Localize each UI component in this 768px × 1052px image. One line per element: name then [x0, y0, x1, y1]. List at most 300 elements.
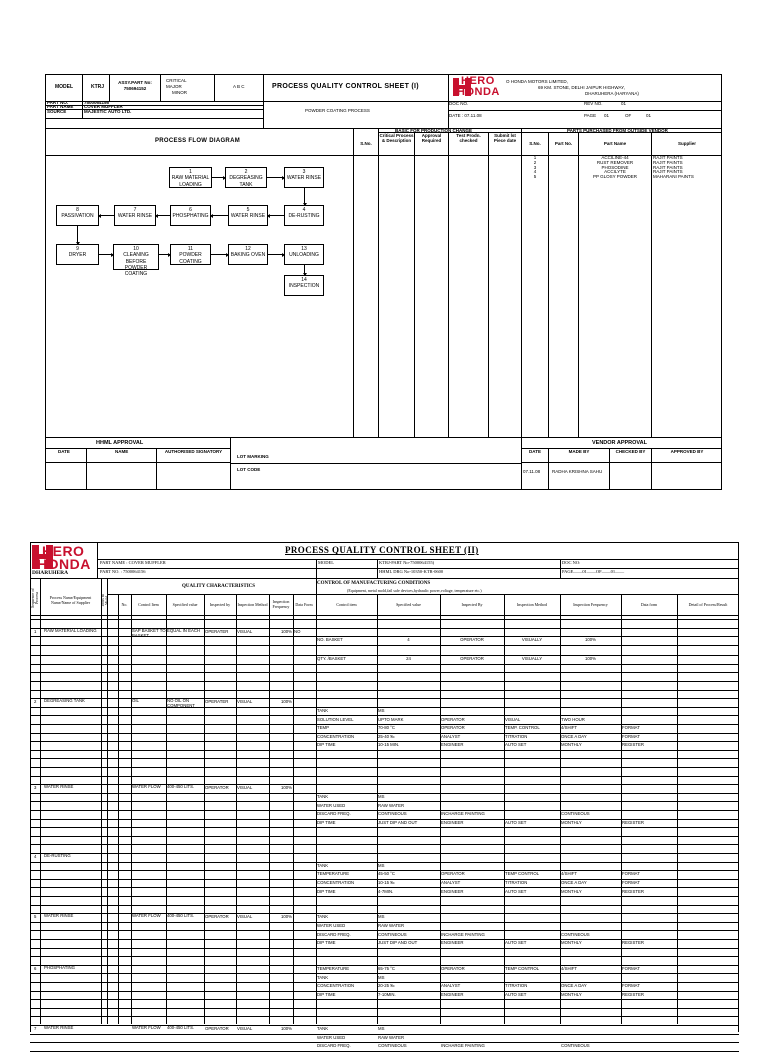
hhml-approval-title: HHML APPROVAL	[96, 440, 144, 446]
control-item: DIP TIME	[317, 940, 336, 946]
row-line	[30, 956, 739, 957]
row-line	[30, 836, 739, 837]
basic-col-sno: S.No.	[360, 141, 372, 146]
control-item: TEMPERATURE	[317, 965, 350, 971]
control-form: REGISTER	[622, 940, 644, 946]
model-value: KTRJ	[91, 84, 105, 90]
purchased-col-partname: Part Name	[603, 141, 627, 146]
control-item: CONCENTRATION	[317, 879, 355, 885]
step-name: WATER RINSE	[44, 784, 74, 790]
control-method: VISUALLY	[521, 656, 543, 662]
control-item: TANK	[317, 1026, 329, 1032]
row-line	[30, 690, 739, 691]
hhml-col-signatory: AUTHORISED SIGNATORY	[164, 449, 223, 454]
step-quality-form: NO	[294, 628, 301, 634]
purchased-row-name: PP GLOSY POWDER	[592, 174, 638, 180]
control-mfg-title: CONTROL OF MANUFACTURING CONDITIONS	[317, 581, 431, 586]
control-item: TANK	[317, 914, 329, 920]
control-by: INCHARGE PAINTING	[441, 931, 485, 937]
flow-step-2-label: DEGREASING TANK	[229, 175, 263, 188]
row-line	[30, 681, 739, 682]
flow-step-5-label: WATER RINSE	[230, 213, 266, 220]
purchased-col-supplier: Supplier	[677, 141, 696, 146]
row-line	[30, 862, 739, 863]
row-line	[30, 896, 739, 897]
class-critical: CRITICAL	[166, 78, 187, 83]
flow-step-3-label: WATER RINSE	[286, 175, 322, 182]
control-form: FORMAT	[622, 871, 640, 877]
control-freq: MONTHLY	[561, 888, 582, 894]
page-total: 01	[646, 113, 652, 118]
col-data-form-header: Data Form	[295, 602, 313, 607]
flow-step-14-num: 14	[301, 277, 307, 283]
control-freq: 4/SHIFT	[561, 965, 577, 971]
purchased-row-sno: 1	[533, 155, 537, 160]
control-spec: 7-10MIN.	[378, 991, 396, 997]
row-line	[30, 827, 739, 828]
control-freq: CONTINEOUS	[561, 1043, 590, 1049]
flow-step-4-label: DE-RUSTING	[288, 213, 320, 220]
purchased-row-supplier: RAJIT PAINTS	[653, 155, 683, 160]
purchased-row-name: RUST REMOVER	[596, 159, 634, 165]
step-quality-by: OPERATER	[205, 699, 229, 705]
step-quality-spec: 400-450 LITS.	[167, 1025, 195, 1031]
purchased-row-name: PHOSODINE	[601, 164, 629, 170]
purchased-row-supplier: RAJIT PAINTS	[653, 169, 683, 175]
basic-change-title: BASIC FOR PRODUCTION CHANGE	[395, 127, 473, 133]
control-spec: 24	[406, 656, 411, 662]
step-quality-by: OPERATER	[205, 628, 229, 634]
control-freq: MONTHLY	[561, 819, 582, 825]
step-name: WATER RINSE	[44, 913, 74, 919]
step-quality-freq: 100%	[281, 628, 292, 634]
class-minor: MINOR	[172, 90, 187, 95]
control-spec: JUST DIP AND OUT	[378, 819, 418, 825]
control-spec: MS	[378, 707, 385, 713]
company-address-3: DHARUHERA (HARYANA)	[585, 91, 639, 96]
source-value: MAJESTIC AUTO LTD.	[84, 109, 132, 114]
col-specified-header: Specified value	[172, 602, 198, 607]
control-form: FORMAT	[622, 733, 640, 739]
logo-hero-text-2: HERO	[42, 543, 85, 559]
control-item: DIP TIME	[317, 819, 336, 825]
flow-step-5-num: 5	[246, 207, 250, 213]
control-spec: 4-7MIN.	[378, 888, 394, 894]
control-by: OPERATOR	[460, 637, 484, 643]
flow-step-3-num: 3	[302, 169, 306, 175]
control-mfg-sub: (Equipment, metal mold,fail safe devices,hydraulic power,voltage, temperature etc.)	[347, 588, 482, 593]
purchased-row-sno: 4	[533, 169, 537, 175]
control-by: OPERATOR	[460, 656, 484, 662]
row-line	[30, 707, 739, 708]
control-spec: MS	[378, 974, 385, 980]
control-item: TEMPERATURE	[317, 871, 350, 877]
control-by: ANALYST	[441, 983, 461, 989]
doc-no-label: DOC NO.	[449, 101, 469, 106]
control-freq: MONTHLY	[561, 991, 582, 997]
date-label: DATE : 07.11.08	[449, 113, 482, 118]
control-by: ENGINEER	[441, 940, 464, 946]
control-item: WATER USED	[317, 802, 346, 808]
step-seq: 5	[34, 914, 37, 920]
control-method: AUTO SET	[505, 991, 527, 997]
row-line	[30, 750, 739, 751]
step-quality-method: VISUAL	[237, 785, 253, 791]
model-2: MODEL	[318, 560, 334, 565]
control-method: TITRATION	[505, 733, 528, 739]
col-inspection-freq-header: Inspection Frequency	[272, 599, 290, 609]
logo-honda-text-2: HONDA	[37, 556, 91, 572]
control-by: ENGINEER	[441, 991, 464, 997]
row-line	[30, 1016, 739, 1017]
control-freq: MONTHLY	[561, 940, 582, 946]
step-quality-spec: 400-450 LITS.	[167, 913, 195, 919]
control-freq: CONTINEOUS	[561, 931, 590, 937]
step-name: WATER RINSE	[44, 1025, 74, 1031]
sheet-1-title: PROCESS QUALITY CONTROL SHEET (I)	[272, 83, 419, 90]
col-inspection-method-header: Inspection Method	[237, 602, 268, 607]
step-name: RAW MATERIAL LOADING	[44, 627, 97, 633]
step-quality-method: VISUAL	[237, 1026, 253, 1032]
sheet-2-title: PROCESS QUALITY CONTROL SHEET (II)	[285, 545, 479, 555]
control-spec: CONTINEOUS	[378, 931, 407, 937]
control-item: CONCENTRATION	[317, 733, 355, 739]
hhml-col-name: NAME	[115, 449, 129, 454]
assy-part-value: 750694152	[123, 86, 147, 91]
hero-honda-logo-2	[31, 543, 97, 577]
step-quality-freq: 100%	[281, 1026, 292, 1032]
step-seq: 7	[34, 1026, 37, 1032]
control-spec: MS	[378, 1026, 385, 1032]
assy-part-label: ASSY.PART No:	[118, 80, 152, 85]
control-method: TEMP. CONTROL	[505, 725, 540, 731]
control-freq: ONCE A DAY	[561, 733, 587, 739]
col-control-item-header: Control Item	[138, 602, 159, 607]
col-seq-header: Sequence of Process	[30, 588, 39, 608]
step-quality-item: WATER FLOW	[132, 913, 161, 919]
purchased-row-supplier: MAHARANI PAINTS	[653, 174, 694, 180]
flow-step-8-label: PASSIVATION	[61, 213, 94, 220]
control-spec: 20-25 ‰	[378, 983, 395, 989]
vendor-col-checked: CHECKED BY	[615, 449, 646, 454]
control-item: WATER USED	[317, 922, 346, 928]
control-by: ENGINEER	[441, 888, 464, 894]
flow-step-13-label: UNLOADING	[289, 252, 319, 259]
row-line	[30, 645, 739, 646]
control-by: OPERATOR	[441, 965, 465, 971]
flow-step-12-num: 12	[245, 246, 251, 252]
page-of: OF	[625, 113, 632, 118]
doc-no-2: DOC NO:	[562, 560, 581, 565]
control-spec: UPTO MARK	[378, 716, 404, 722]
row-line	[30, 664, 739, 665]
row-line	[30, 853, 739, 854]
control-spec: 10-15 MIN.	[378, 742, 400, 748]
control-spec: 65-75 °C	[378, 965, 396, 971]
step-seq: 1	[34, 628, 37, 634]
row-line	[30, 1008, 739, 1009]
step-quality-method: VISUAL	[237, 699, 253, 705]
col-detail-header: Detail of Process/Result	[688, 602, 728, 607]
flow-step-2-num: 2	[244, 169, 248, 175]
control-item: TANK	[317, 707, 329, 713]
hhml-drg-2: HHML DRG No-10350-KTR-0600	[379, 569, 444, 574]
flow-step-14-label: INSPECTION	[288, 283, 320, 290]
purchased-row-name: ACCILYTE	[604, 169, 626, 175]
control-freq: 100%	[585, 637, 596, 643]
quality-char-title: QUALITY CHARACTERISTICS	[182, 584, 256, 589]
source-label: SOURCE	[47, 109, 67, 114]
control-by: ENGINEER	[441, 742, 464, 748]
control-item: TANK	[317, 974, 329, 980]
flow-step-9-label: DRYER	[68, 252, 87, 259]
part-name-value: COVER MUFFLER	[84, 104, 123, 109]
flow-step-6-num: 6	[189, 207, 192, 213]
control-method: AUTO SET	[505, 742, 527, 748]
control-item: DISCARD FREQ.	[317, 931, 351, 937]
control-spec: 70-80 °C	[378, 725, 396, 731]
row-line	[30, 758, 739, 759]
col-tools-header: Tools & Mold	[100, 594, 109, 608]
col-no-header: No.	[121, 602, 128, 607]
step-quality-freq: 100%	[281, 699, 292, 705]
control-method: TITRATION	[505, 879, 528, 885]
step-name: DEGREASING TANK	[44, 698, 85, 704]
part-no-label: PART NO.	[47, 100, 69, 105]
control-spec: 45-50 °C	[378, 871, 396, 877]
col-process-header: Process Name/Equipment Name/Name of Supplier	[49, 595, 92, 605]
control-freq: 4/SHIFT	[561, 871, 577, 877]
control-by: ANALYST	[441, 733, 461, 739]
step-quality-freq: 100%	[281, 785, 292, 791]
flow-step-1-label: RAW MATERIAL LOADING	[171, 175, 210, 188]
row-line	[30, 655, 739, 656]
control-by: ENGINEER	[441, 819, 464, 825]
purchased-col-partno: Part No.	[554, 141, 573, 146]
control-method: VISUALLY	[521, 637, 543, 643]
part-no-2: PART NO. : 7500064156	[100, 569, 146, 574]
step-quality-by: OPERATOR	[205, 914, 229, 920]
control-item: DIP TIME	[317, 742, 336, 748]
control-spec: RAW WATER	[378, 922, 405, 928]
step-quality-spec: 400-450 LITS.	[167, 784, 195, 790]
hhml-col-date: DATE	[58, 449, 70, 454]
basic-col-test: Test Prodn. checked	[456, 133, 481, 144]
col-inspected-by-header: Inspected by	[209, 602, 231, 607]
col-inspected-by2-header: Inspected By	[461, 602, 483, 607]
step-quality-item: WATER FLOW	[132, 1025, 161, 1031]
purchased-row-supplier: RAJIT PAINTS	[653, 164, 683, 170]
step-seq: 2	[34, 699, 37, 705]
control-method: AUTO SET	[505, 940, 527, 946]
rev-no-value: 01	[621, 101, 627, 106]
control-form: FORMAT	[622, 983, 640, 989]
vendor-made-by: RADHA KRISHNA SAHU	[552, 469, 603, 474]
control-spec: RAW WATER	[378, 802, 405, 808]
row-line	[30, 844, 739, 845]
control-freq: MONTHLY	[561, 742, 582, 748]
logo-honda-text: HONDA	[457, 86, 500, 98]
step-quality-freq: 100%	[281, 914, 292, 920]
control-form: FORMAT	[622, 965, 640, 971]
class-abc: A B C	[233, 84, 245, 89]
control-form: REGISTER	[622, 819, 644, 825]
control-spec: 4	[407, 637, 410, 643]
company-address-1: O HONDA MOTORS LIMITED,	[506, 79, 568, 84]
col-inspection-freq2-header: Inspection Frequency	[573, 602, 608, 607]
purchased-row-name: ACCILINE-44	[601, 155, 629, 160]
row-line	[30, 973, 739, 974]
control-spec: JUST DIP AND OUT	[378, 940, 418, 946]
row-line	[30, 793, 739, 794]
step-quality-spec: EQUAL IN EACH	[167, 627, 201, 633]
control-item: QTY. /BASKET	[317, 656, 346, 662]
control-method: VISUAL	[505, 716, 521, 722]
col-specified2-header: Specified value	[396, 602, 421, 607]
step-seq: 4	[34, 854, 37, 860]
model-label: MODEL	[55, 84, 74, 90]
purchased-row-sno: 2	[533, 159, 537, 165]
control-spec: MS	[378, 793, 385, 799]
basic-col-critical: Critical Process & Description	[379, 133, 414, 144]
purchased-row-sno: 5	[533, 174, 537, 180]
flow-step-11-label: POWDER COATING	[179, 252, 202, 265]
step-quality-item: WATER FLOW	[132, 784, 161, 790]
page-label: PAGE	[584, 113, 597, 118]
row-line	[30, 767, 739, 768]
lot-code: LOT CODE	[237, 467, 261, 472]
control-item: DIP TIME	[317, 991, 336, 997]
row-line	[30, 776, 739, 777]
row-line	[30, 636, 739, 637]
flow-step-7-label: WATER RINSE	[117, 213, 153, 220]
control-form: REGISTER	[622, 991, 644, 997]
vendor-col-date: DATE	[529, 449, 541, 454]
step-quality-by: OPERATOR	[205, 1026, 229, 1032]
part-name-2: PART NAME : COVER MUFFLER	[100, 560, 166, 565]
control-form: FORMAT	[622, 725, 640, 731]
flow-diagram-title: PROCESS FLOW DIAGRAM	[155, 138, 240, 144]
control-item: TEMP	[317, 725, 329, 731]
control-spec: MS	[378, 914, 385, 920]
control-item: CONCENTRATION	[317, 983, 355, 989]
row-line	[30, 672, 739, 673]
flow-step-1-num: 1	[189, 169, 192, 175]
step-name: DE-RUSTING	[44, 853, 71, 859]
flow-step-13-num: 13	[301, 246, 307, 252]
flow-step-10-label: CLEANING BEFORE POWDER COATING	[123, 252, 149, 277]
control-form: FORMAT	[622, 879, 640, 885]
part-no-value: 7500064156	[84, 100, 110, 105]
row-line	[30, 948, 739, 949]
step-seq: 6	[34, 965, 37, 971]
control-item: DIP TIME	[317, 888, 336, 894]
part-name-label: PART NAME	[47, 104, 74, 109]
control-freq: 4/SHIFT	[561, 725, 577, 731]
step-quality-by: OPERATOR	[205, 785, 229, 791]
class-major: MAJOR	[166, 84, 182, 89]
control-form: REGISTER	[622, 742, 644, 748]
control-method: TEMP CONTROL	[505, 871, 540, 877]
vendor-col-approved: APPROVED BY	[670, 449, 704, 454]
control-spec: CONTINEOUS	[378, 1043, 407, 1049]
col-inspection-method2-header: Inspection Method	[516, 602, 548, 607]
flow-step-4-num: 4	[302, 207, 306, 213]
control-method: AUTO SET	[505, 888, 527, 894]
control-freq: CONTINEOUS	[561, 811, 590, 817]
control-item: DISCARD FREQ.	[317, 1043, 351, 1049]
control-by: OPERATOR	[441, 716, 465, 722]
step-seq: 3	[34, 785, 37, 791]
ktrj-part-2: KTRJ-PART No-7500064155)	[379, 560, 435, 565]
step-quality-method: VISUAL	[237, 914, 253, 920]
control-by: ANALYST	[441, 879, 461, 885]
purchased-row-sno: 3	[533, 164, 537, 170]
flow-step-8-num: 8	[76, 207, 79, 213]
lot-marking: LOT MARKING	[237, 454, 269, 459]
control-form: REGISTER	[622, 888, 644, 894]
step-name: PHOSPHATING	[44, 964, 75, 970]
flow-step-12-label: BAKING OVEN	[230, 252, 266, 259]
purchased-title: PARTS PURCHASED FROM OUTSIDE VENDOR	[567, 127, 668, 133]
vendor-col-made: MADE BY	[568, 449, 590, 454]
control-freq: TWO HOUR	[561, 716, 585, 722]
control-item: DISCARD FREQ.	[317, 811, 351, 817]
control-method: AUTO SET	[505, 819, 527, 825]
control-item: TANK	[317, 793, 329, 799]
purchased-row-supplier: RAJIT PAINTS	[653, 159, 683, 165]
col-data-form2-header: Data form	[640, 602, 658, 607]
step-quality-spec: NO OIL ON COMPONENT	[167, 698, 195, 709]
basic-col-submit: Submit lst Piece date	[493, 133, 517, 144]
control-spec: CONTINEOUS	[378, 811, 407, 817]
control-freq: ONCE A DAY	[561, 983, 587, 989]
control-item: WATER USED	[317, 1034, 346, 1040]
flow-step-6-label: PHOSPHATING	[172, 213, 209, 220]
control-spec: RAW WATER	[378, 1034, 405, 1040]
company-address-2: 69 KM. STONE, DELHI JAIPUR HIGHWAY,	[538, 85, 625, 90]
flow-step-11-num: 11	[187, 246, 194, 252]
logo-sub-2: DHARUHERA	[32, 570, 69, 576]
control-method: TEMP CONTROL	[505, 965, 540, 971]
control-item: SOLUTION LEVEL	[317, 716, 354, 722]
control-by: INCHARGE PAINTING	[441, 1043, 485, 1049]
control-freq: 100%	[585, 656, 596, 662]
control-spec: 25-40 ‰	[378, 733, 395, 739]
purchased-col-sno: S.No.	[529, 141, 541, 146]
step-quality-item: SAP BASKET TO BASKET	[132, 627, 166, 638]
basic-col-approval: Approval Required	[421, 133, 442, 144]
row-line	[30, 999, 739, 1000]
control-spec: MS	[378, 862, 385, 868]
flow-step-7-num: 7	[133, 207, 137, 213]
page-value: 01	[604, 113, 610, 118]
flow-step-9-num: 9	[76, 246, 79, 252]
col-control-item2-header: Control item	[336, 602, 357, 607]
control-by: INCHARGE PAINTING	[441, 811, 485, 817]
control-item: NO. BASKET	[317, 637, 343, 643]
step-quality-item: OIL	[132, 698, 139, 704]
vendor-date: 07.11.08	[523, 469, 541, 474]
process-name: POWDER COATING PROCESS	[305, 108, 370, 113]
control-freq: ONCE A DAY	[561, 879, 587, 885]
control-by: OPERATOR	[441, 725, 465, 731]
step-quality-method: VISUAL	[237, 628, 253, 634]
flow-step-10-num: 10	[133, 246, 139, 252]
row-line	[30, 619, 739, 620]
rev-no-label: REV NO.	[584, 101, 603, 106]
logo-hero-text: HERO	[461, 75, 495, 87]
